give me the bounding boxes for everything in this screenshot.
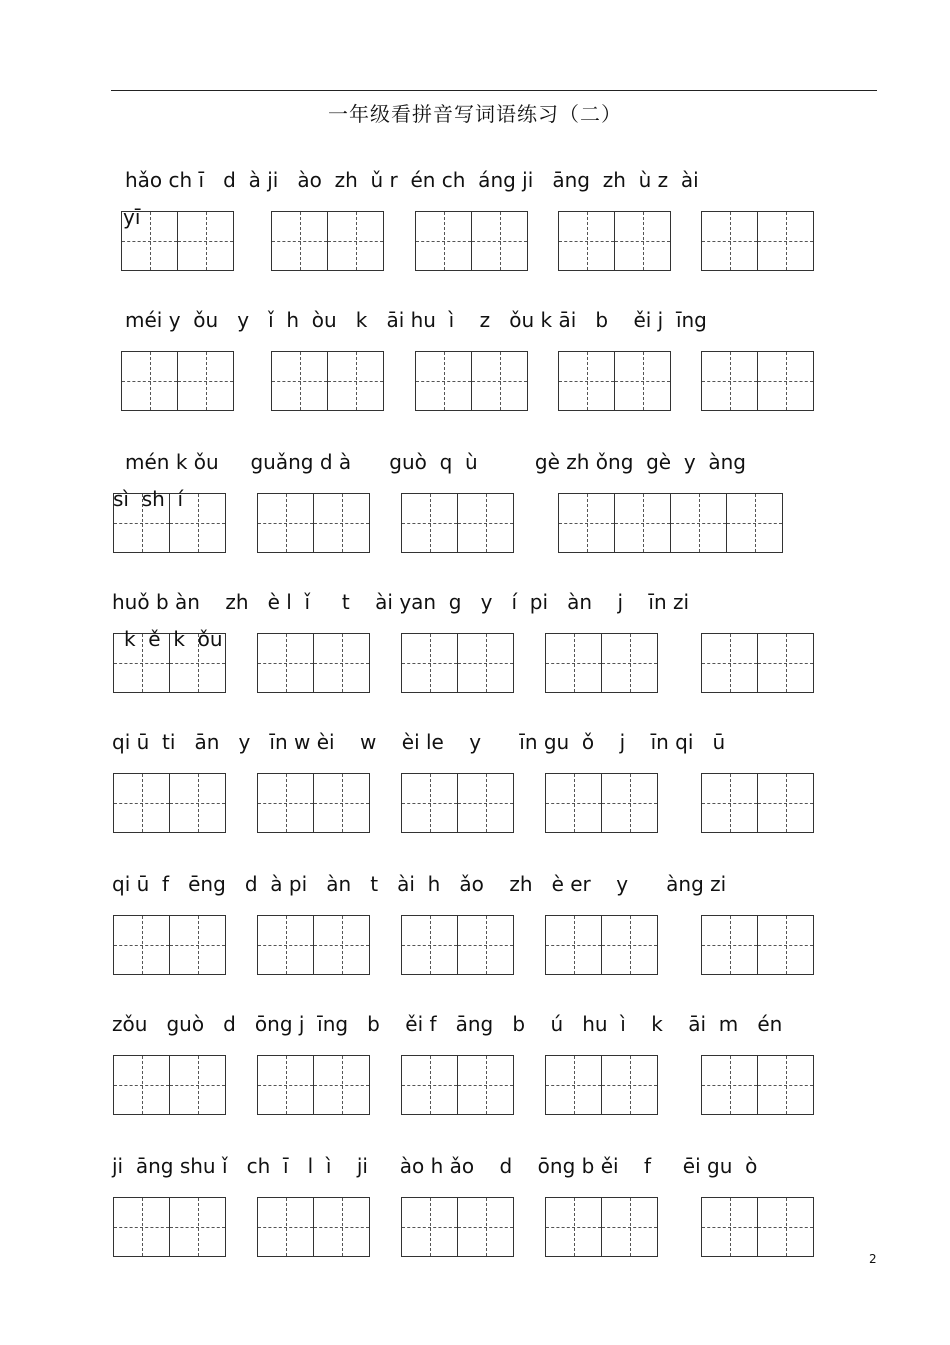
writing-box-group[interactable]: [701, 1055, 814, 1115]
page-title: 一年级看拼音写词语练习（二）: [328, 102, 622, 126]
writing-box-group[interactable]: [401, 915, 514, 975]
writing-box-group[interactable]: [113, 1197, 226, 1257]
tianzige-cell[interactable]: [702, 1055, 758, 1115]
writing-box-group[interactable]: [271, 211, 384, 271]
writing-box-group[interactable]: [701, 915, 814, 975]
pinyin-line: zǒu guò d ōng j īng b ěi f āng b ú hu ì k āi m én: [112, 1012, 783, 1036]
tianzige-cell[interactable]: [702, 633, 758, 693]
tianzige-cell[interactable]: [122, 351, 178, 411]
writing-box-group[interactable]: [545, 1055, 658, 1115]
writing-box-group[interactable]: [545, 633, 658, 693]
tianzige-cell[interactable]: [559, 351, 615, 411]
writing-box-group[interactable]: [545, 1197, 658, 1257]
tianzige-cell[interactable]: [178, 211, 234, 271]
tianzige-cell[interactable]: [272, 211, 328, 271]
writing-box-group[interactable]: [558, 351, 671, 411]
tianzige-cell[interactable]: [114, 915, 170, 975]
tianzige-cell[interactable]: [602, 1055, 658, 1115]
tianzige-cell[interactable]: [402, 1055, 458, 1115]
tianzige-cell[interactable]: [758, 211, 814, 271]
pinyin-line: hǎo ch ī d à ji ào zh ǔ r én ch áng ji āng zh ù z ài: [125, 168, 699, 192]
tianzige-cell[interactable]: [602, 915, 658, 975]
writing-box-group[interactable]: [401, 633, 514, 693]
tianzige-cell[interactable]: [602, 1197, 658, 1257]
tianzige-cell[interactable]: [546, 1055, 602, 1115]
pinyin-line: huǒ b àn zh è l ǐ t ài yan g y í pi àn j īn zi: [112, 590, 690, 614]
tianzige-cell[interactable]: [258, 493, 314, 553]
writing-box-group[interactable]: [701, 773, 814, 833]
tianzige-cell[interactable]: [702, 773, 758, 833]
tianzige-cell[interactable]: [416, 351, 472, 411]
tianzige-cell[interactable]: [258, 1055, 314, 1115]
pinyin-line: mén k ǒu guǎng d à guò q ù gè zh ǒng gè y àng: [125, 450, 746, 474]
tianzige-cell[interactable]: [546, 773, 602, 833]
writing-box-group[interactable]: [257, 915, 370, 975]
header-rule: [111, 90, 877, 91]
tianzige-cell[interactable]: [170, 1197, 226, 1257]
tianzige-cell[interactable]: [258, 915, 314, 975]
tianzige-cell[interactable]: [702, 211, 758, 271]
tianzige-cell[interactable]: [416, 211, 472, 271]
writing-box-group[interactable]: [558, 493, 783, 553]
tianzige-cell[interactable]: [615, 211, 671, 271]
tianzige-cell[interactable]: [114, 1197, 170, 1257]
tianzige-cell[interactable]: [602, 633, 658, 693]
tianzige-cell[interactable]: [458, 915, 514, 975]
tianzige-cell[interactable]: [314, 773, 370, 833]
tianzige-cell[interactable]: [458, 773, 514, 833]
tianzige-cell[interactable]: [314, 633, 370, 693]
writing-box-group[interactable]: [113, 915, 226, 975]
writing-box-group[interactable]: [701, 351, 814, 411]
tianzige-cell[interactable]: [559, 493, 615, 553]
writing-box-group[interactable]: [257, 1055, 370, 1115]
writing-box-group[interactable]: [558, 211, 671, 271]
pinyin-line: méi y ǒu y ǐ h òu k āi hu ì z ǒu k āi b ěi j īng: [125, 308, 707, 332]
writing-box-group[interactable]: [701, 1197, 814, 1257]
tianzige-cell[interactable]: [559, 211, 615, 271]
tianzige-cell[interactable]: [170, 915, 226, 975]
tianzige-cell[interactable]: [758, 1055, 814, 1115]
writing-box-group[interactable]: [257, 493, 370, 553]
tianzige-cell[interactable]: [258, 773, 314, 833]
writing-box-group[interactable]: [257, 1197, 370, 1257]
tianzige-cell[interactable]: [671, 493, 727, 553]
writing-box-group[interactable]: [401, 1055, 514, 1115]
tianzige-cell[interactable]: [402, 773, 458, 833]
tianzige-cell[interactable]: [314, 1197, 370, 1257]
tianzige-cell[interactable]: [178, 351, 234, 411]
writing-box-group[interactable]: [401, 493, 514, 553]
tianzige-cell[interactable]: [458, 1055, 514, 1115]
tianzige-cell[interactable]: [458, 633, 514, 693]
writing-box-group[interactable]: [121, 351, 234, 411]
tianzige-cell[interactable]: [314, 915, 370, 975]
writing-box-group[interactable]: [257, 773, 370, 833]
tianzige-cell[interactable]: [272, 351, 328, 411]
pinyin-overflow: k ě k ǒu: [124, 627, 223, 651]
writing-box-group[interactable]: [701, 633, 814, 693]
tianzige-cell[interactable]: [472, 211, 528, 271]
tianzige-cell[interactable]: [758, 773, 814, 833]
tianzige-cell[interactable]: [402, 915, 458, 975]
writing-box-group[interactable]: [415, 351, 528, 411]
tianzige-cell[interactable]: [170, 773, 226, 833]
tianzige-cell[interactable]: [114, 1055, 170, 1115]
writing-box-group[interactable]: [701, 211, 814, 271]
tianzige-cell[interactable]: [615, 493, 671, 553]
tianzige-cell[interactable]: [546, 633, 602, 693]
tianzige-cell[interactable]: [758, 351, 814, 411]
pinyin-line: qi ū f ēng d à pi àn t ài h ǎo zh è er y àng zi: [112, 872, 727, 896]
page-number: 2: [869, 1252, 877, 1266]
tianzige-cell[interactable]: [114, 773, 170, 833]
tianzige-cell[interactable]: [546, 1197, 602, 1257]
writing-box-group[interactable]: [271, 351, 384, 411]
pinyin-overflow: sì sh í: [113, 487, 184, 511]
tianzige-cell[interactable]: [758, 633, 814, 693]
writing-box-group[interactable]: [415, 211, 528, 271]
tianzige-cell[interactable]: [328, 211, 384, 271]
writing-box-group[interactable]: [401, 1197, 514, 1257]
writing-box-group[interactable]: [113, 1055, 226, 1115]
tianzige-cell[interactable]: [758, 915, 814, 975]
tianzige-cell[interactable]: [472, 351, 528, 411]
pinyin-line: qi ū ti ān y īn w èi w èi le y īn gu ǒ j īn qi ū: [112, 730, 726, 754]
tianzige-cell[interactable]: [602, 773, 658, 833]
tianzige-cell[interactable]: [615, 351, 671, 411]
pinyin-overflow: yī: [123, 205, 141, 229]
tianzige-cell[interactable]: [702, 1197, 758, 1257]
tianzige-cell[interactable]: [546, 915, 602, 975]
tianzige-cell[interactable]: [258, 633, 314, 693]
pinyin-line: ji āng shu ǐ ch ī l ì ji ào h ǎo d ōng b ěi f ēi gu ò: [112, 1154, 758, 1178]
tianzige-cell[interactable]: [702, 351, 758, 411]
tianzige-cell[interactable]: [402, 493, 458, 553]
tianzige-cell[interactable]: [458, 493, 514, 553]
tianzige-cell[interactable]: [758, 1197, 814, 1257]
writing-box-group[interactable]: [113, 773, 226, 833]
tianzige-cell[interactable]: [314, 1055, 370, 1115]
tianzige-cell[interactable]: [314, 493, 370, 553]
tianzige-cell[interactable]: [328, 351, 384, 411]
tianzige-cell[interactable]: [258, 1197, 314, 1257]
tianzige-cell[interactable]: [170, 1055, 226, 1115]
writing-box-group[interactable]: [257, 633, 370, 693]
writing-box-group[interactable]: [545, 915, 658, 975]
tianzige-cell[interactable]: [727, 493, 783, 553]
tianzige-cell[interactable]: [702, 915, 758, 975]
tianzige-cell[interactable]: [402, 633, 458, 693]
writing-box-group[interactable]: [545, 773, 658, 833]
writing-box-group[interactable]: [401, 773, 514, 833]
tianzige-cell[interactable]: [458, 1197, 514, 1257]
tianzige-cell[interactable]: [402, 1197, 458, 1257]
